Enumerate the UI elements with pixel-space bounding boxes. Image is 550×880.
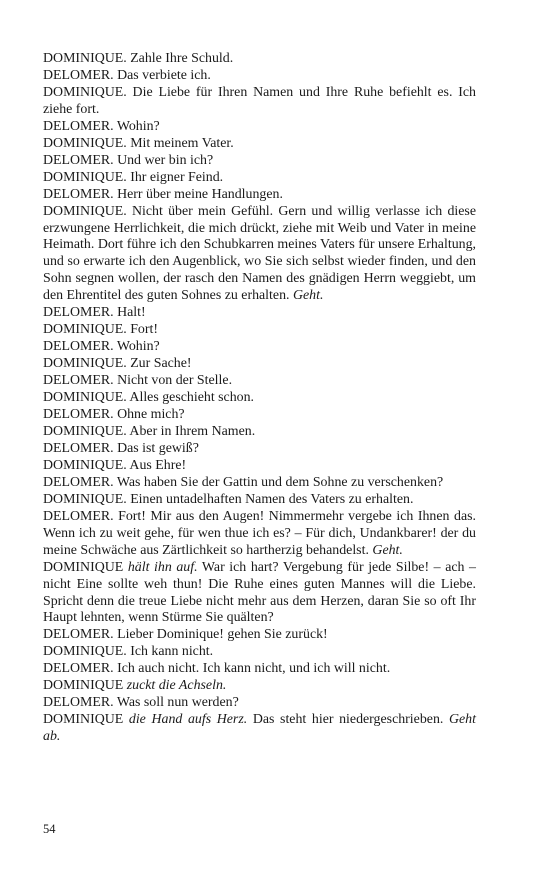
dialogue-text: DELOMER. Ich auch nicht. Ich kann nicht, und ich will nicht. bbox=[43, 661, 391, 677]
dialogue-text: DOMINIQUE. Aber in Ihrem Namen. bbox=[43, 423, 256, 439]
dialogue-text: DOMINIQUE. Die Liebe für Ihren Namen und Ihre Ruhe befiehlt es. Ich ziehe fort. bbox=[43, 84, 476, 117]
dialogue-line bbox=[43, 712, 476, 746]
dialogue-line bbox=[43, 458, 476, 475]
dialogue-text: DOMINIQUE bbox=[43, 712, 129, 728]
dialogue-text: DOMINIQUE. Zur Sache! bbox=[43, 356, 192, 372]
dialogue-line bbox=[43, 322, 476, 339]
dialogue-text: DELOMER. Lieber Dominique! gehen Sie zurück! bbox=[43, 627, 328, 643]
dialogue-text: DOMINIQUE. Ihr eigner Feind. bbox=[43, 169, 224, 185]
dialogue-text: DOMINIQUE. Nicht über mein Gefühl. Gern und willig verlasse ich diese erzwungene Herrlichkeit, die mich drückt, ziehe mit Weib und Vater in meine Heimath. Dort führe ich den Schubkarren meines Vaters für unsere Erhaltung, und so erwarte ich den Augenblick, wo Sie sich selbst wieder finden, und den Sohn segnen wollen, der rasch den Namen des gnädigen Herrn weggiebt, um den Ehrentitel des guten Sohnes zu erhalten. bbox=[43, 203, 476, 304]
dialogue-line bbox=[43, 509, 476, 560]
page-body bbox=[43, 51, 476, 746]
page-number: 54 bbox=[43, 822, 56, 836]
dialogue-line bbox=[43, 661, 476, 678]
dialogue-text: War ich hart? Vergebung für jede Silbe! – ach – nicht Eine sollte weh thun! Die Ruhe eines guten Mannes will die Liebe. Spricht denn die treue Liebe nicht mehr aus dem Herzen, daran Sie so oft Ihr Haupt lehnten, wenn Stürme Sie quälten? bbox=[43, 559, 476, 626]
stage-direction: Geht. bbox=[372, 542, 403, 558]
dialogue-line bbox=[43, 339, 476, 356]
dialogue-text: DOMINIQUE. Mit meinem Vater. bbox=[43, 135, 234, 151]
dialogue-line bbox=[43, 170, 476, 187]
stage-direction: zuckt die Achseln. bbox=[126, 678, 227, 694]
dialogue-line bbox=[43, 51, 476, 68]
dialogue-text: DELOMER. Das ist gewiß? bbox=[43, 440, 199, 456]
dialogue-text: DELOMER. Was haben Sie der Gattin und dem Sohne zu verschenken? bbox=[43, 474, 444, 490]
dialogue-text: Das steht hier niedergeschrieben. bbox=[247, 712, 449, 728]
dialogue-text: DOMINIQUE. Ich kann nicht. bbox=[43, 644, 214, 660]
dialogue-text: DELOMER. Herr über meine Handlungen. bbox=[43, 186, 283, 202]
dialogue-line bbox=[43, 68, 476, 85]
dialogue-text: DELOMER. Fort! Mir aus den Augen! Nimmermehr vergebe ich Ihnen das. Wenn ich zu weit gehe, für wen thue ich es? – Für dich, Undankbarer! der du meine Schwäche aus Zärtlichkeit so hartherzig behandelst. bbox=[43, 508, 476, 558]
dialogue-line bbox=[43, 560, 476, 628]
dialogue-text: DELOMER. Ohne mich? bbox=[43, 407, 185, 423]
dialogue-line bbox=[43, 390, 476, 407]
dialogue-text: DOMINIQUE. Aus Ehre! bbox=[43, 457, 187, 473]
dialogue-text: DELOMER. Und wer bin ich? bbox=[43, 152, 214, 168]
stage-direction: Geht. bbox=[292, 288, 324, 304]
dialogue-line bbox=[43, 695, 476, 712]
dialogue-text: DOMINIQUE. Zahle Ihre Schuld. bbox=[43, 51, 234, 66]
dialogue-line bbox=[43, 119, 476, 136]
dialogue-text: DELOMER. Wohin? bbox=[43, 339, 160, 355]
dialogue-line bbox=[43, 136, 476, 153]
stage-direction: die Hand aufs Herz. bbox=[128, 712, 248, 728]
dialogue-line bbox=[43, 644, 476, 661]
dialogue-line bbox=[43, 441, 476, 458]
dialogue-line bbox=[43, 407, 476, 424]
dialogue-line bbox=[43, 305, 476, 322]
dialogue-line bbox=[43, 678, 476, 695]
dialogue-text: DELOMER. Was soll nun werden? bbox=[43, 695, 239, 711]
dialogue-line bbox=[43, 424, 476, 441]
dialogue-text: DOMINIQUE bbox=[43, 559, 128, 575]
dialogue-line bbox=[43, 85, 476, 119]
dialogue-text: DOMINIQUE bbox=[43, 678, 127, 694]
dialogue-line bbox=[43, 153, 476, 170]
dialogue-line bbox=[43, 492, 476, 509]
dialogue-text: DOMINIQUE. Alles geschieht schon. bbox=[43, 390, 255, 406]
dialogue-text: DELOMER. Wohin? bbox=[43, 118, 160, 134]
dialogue-line bbox=[43, 187, 476, 204]
dialogue-line bbox=[43, 356, 476, 373]
dialogue-text: DOMINIQUE. Fort! bbox=[43, 322, 158, 338]
stage-direction: hält ihn auf. bbox=[127, 559, 198, 575]
dialogue-text: DELOMER. Das verbiete ich. bbox=[43, 67, 211, 83]
stage-direction: Geht ab. bbox=[43, 712, 476, 745]
dialogue-text: DELOMER. Nicht von der Stelle. bbox=[43, 373, 233, 389]
dialogue-line bbox=[43, 627, 476, 644]
dialogue-line bbox=[43, 475, 476, 492]
dialogue-line bbox=[43, 204, 476, 306]
dialogue-text: DELOMER. Halt! bbox=[43, 305, 146, 321]
dialogue-line bbox=[43, 373, 476, 390]
dialogue-text: DOMINIQUE. Einen untadelhaften Namen des Vaters zu erhalten. bbox=[43, 491, 414, 507]
